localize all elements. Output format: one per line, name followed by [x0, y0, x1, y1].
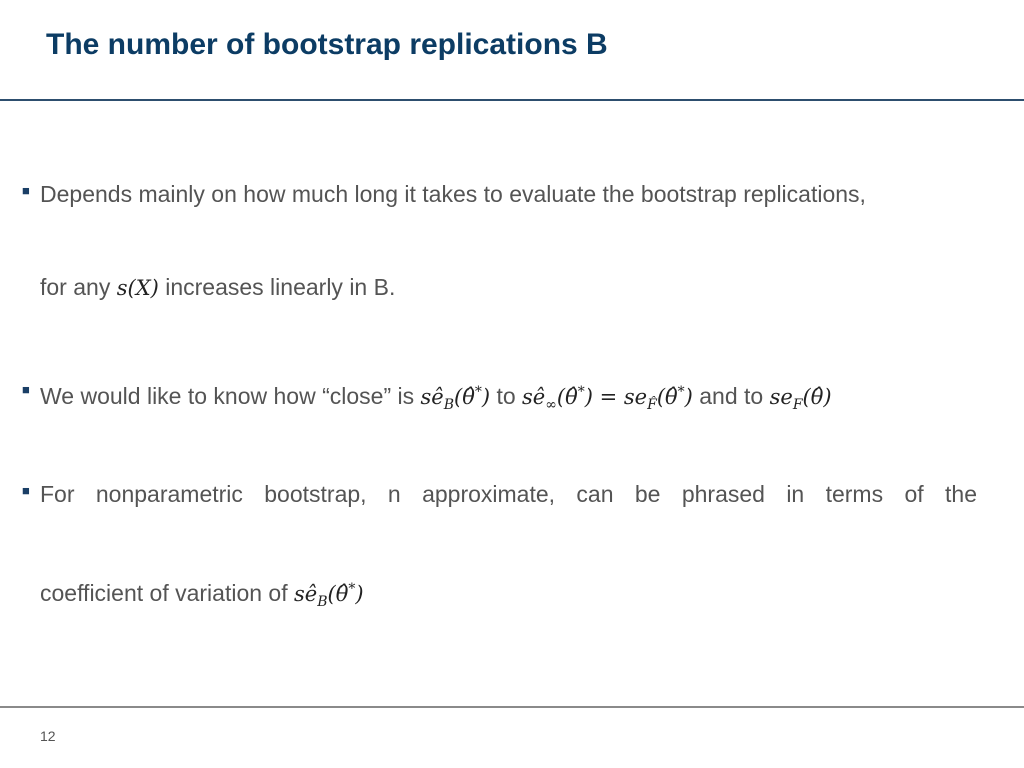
footer-divider: [0, 706, 1024, 708]
bullet-3-line-1: For nonparametric bootstrap, n approximate, can be phrased in terms of the: [40, 481, 977, 507]
math-se-hat-infinity: $sê_\infty(\thetâ^*)$ = $se_{F̂}(\thetâ^*)$: [522, 384, 693, 414]
bullet-1-text-pre: for any: [40, 274, 111, 300]
bullet-2-text-pre: We would like to know how “close” is: [40, 383, 415, 409]
bullet-2-line: [40, 377, 832, 420]
bullet-1-line-2: [40, 272, 395, 303]
page-number: 12: [40, 728, 56, 744]
math-se-hat-b: $sê_B(\thetâ^*)$: [420, 384, 491, 414]
slide-title: The number of bootstrap replications B: [46, 28, 608, 61]
bullet-marker-icon: ■: [22, 183, 30, 198]
title-divider: [0, 99, 1024, 101]
bullet-1-line-1: Depends mainly on how much long it takes to evaluate the bootstrap replications,: [40, 181, 866, 207]
bullet-3-text-pre: coefficient of variation of: [40, 580, 288, 606]
math-se-hat-b-2: $sê_B(\thetâ^*)$: [294, 581, 364, 611]
math-se-f: $se_F(\thetâ)$: [769, 385, 832, 414]
bullet-1-text-post: increases linearly in B.: [165, 274, 396, 300]
bullet-marker-icon: ■: [22, 382, 30, 397]
math-s-of-x: s(X): [116, 276, 159, 300]
bullet-marker-icon: ■: [22, 483, 30, 498]
bullet-2-text-post: and to: [699, 383, 764, 409]
bullet-2-text-mid: to: [496, 383, 516, 409]
bullet-3-line-2: [40, 574, 364, 617]
